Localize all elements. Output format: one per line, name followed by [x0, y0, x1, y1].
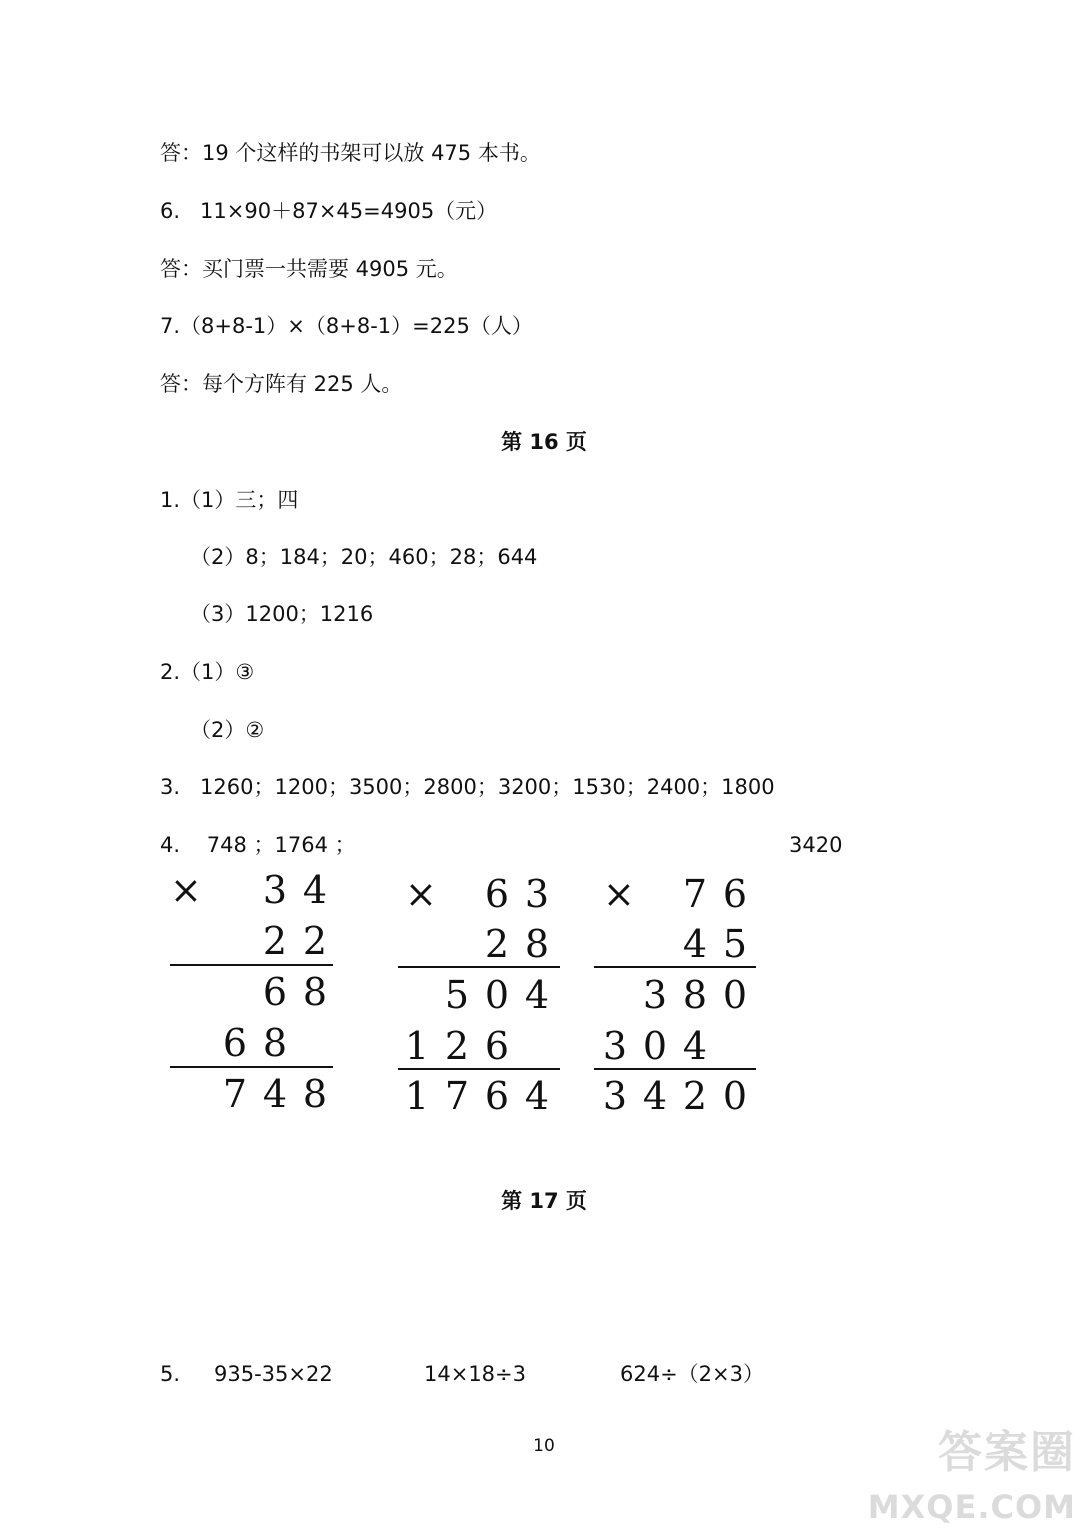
digit: 4 — [682, 922, 708, 966]
digit: 6 — [262, 970, 288, 1014]
digit: 6 — [222, 1021, 248, 1065]
answer-line-5: 答：19 个这样的书架可以放 475 本书。 — [160, 141, 541, 165]
digit: 2 — [302, 919, 328, 963]
digit: 5 — [444, 973, 470, 1017]
digit: 4 — [302, 868, 328, 912]
digit: 0 — [484, 973, 510, 1017]
watermark-text-url: MXQE.COM — [867, 1488, 1076, 1526]
digit: 0 — [642, 1024, 668, 1068]
digit: 4 — [262, 1072, 288, 1116]
digit: 6 — [722, 872, 748, 916]
digit: 1 — [404, 1074, 430, 1118]
digit: 2 — [484, 922, 510, 966]
question-7: 7.（8+8-1）×（8+8-1）=225（人） — [160, 314, 533, 338]
digit: 7 — [444, 1074, 470, 1118]
digit: 6 — [484, 1024, 510, 1068]
q4-answers: 4. 748 ；1764 ； — [160, 833, 356, 857]
digit: 7 — [222, 1072, 248, 1116]
q3-answers: 3. 1260；1200；3500；2800；3200；1530；2400；1800 — [160, 775, 775, 799]
q1-part2: （2）8；184；20；460；28；644 — [190, 545, 538, 569]
digit: 3 — [602, 1074, 628, 1118]
digit: 7 — [682, 872, 708, 916]
times-sign: × — [603, 872, 635, 916]
rule-line — [594, 1068, 756, 1070]
digit: 0 — [722, 973, 748, 1017]
digit: 8 — [524, 922, 550, 966]
rule-line — [594, 966, 756, 968]
digit: 8 — [262, 1021, 288, 1065]
digit: 2 — [262, 919, 288, 963]
answer-line-7: 答：每个方阵有 225 人。 — [160, 372, 403, 396]
watermark-logo — [867, 1416, 1076, 1526]
digit: 3 — [524, 872, 550, 916]
rule-line — [170, 1066, 333, 1068]
digit: 3 — [642, 973, 668, 1017]
times-sign: × — [405, 872, 437, 916]
q5-expression-c: 624÷（2×3） — [620, 1362, 764, 1386]
digit: 8 — [302, 970, 328, 1014]
q2-part2: （2）② — [190, 718, 265, 742]
q1-part3: （3）1200；1216 — [190, 602, 374, 626]
digit: 4 — [642, 1074, 668, 1118]
digit: 1 — [404, 1024, 430, 1068]
rule-line — [398, 966, 560, 968]
digit: 8 — [682, 973, 708, 1017]
q5-label: 5. — [160, 1362, 181, 1386]
digit: 2 — [444, 1024, 470, 1068]
q1-part1: 1.（1）三；四 — [160, 488, 299, 512]
page-17-heading: 第 17 页 — [501, 1189, 587, 1213]
digit: 8 — [302, 1072, 328, 1116]
digit: 4 — [524, 1074, 550, 1118]
page-number: 10 — [533, 1436, 555, 1456]
digit: 3 — [262, 868, 288, 912]
rule-line — [398, 1068, 560, 1070]
question-6: 6. 11×90＋87×45=4905（元） — [160, 199, 498, 223]
digit: 0 — [722, 1074, 748, 1118]
page-16-heading: 第 16 页 — [501, 430, 587, 454]
times-sign: × — [170, 868, 202, 912]
digit: 6 — [484, 1074, 510, 1118]
watermark-text-cn: 答案圈 — [938, 1427, 1076, 1478]
answer-line-6: 答：买门票一共需要 4905 元。 — [160, 257, 458, 281]
digit: 4 — [524, 973, 550, 1017]
q4-answer-3420: 3420 — [789, 833, 843, 857]
rule-line — [170, 964, 333, 966]
q2-part1: 2.（1）③ — [160, 660, 255, 684]
digit: 6 — [484, 872, 510, 916]
digit: 3 — [602, 1024, 628, 1068]
q5-expression-a: 935-35×22 — [214, 1362, 333, 1386]
q5-expression-b: 14×18÷3 — [424, 1362, 526, 1386]
digit: 2 — [682, 1074, 708, 1118]
digit: 4 — [682, 1024, 708, 1068]
digit: 5 — [722, 922, 748, 966]
